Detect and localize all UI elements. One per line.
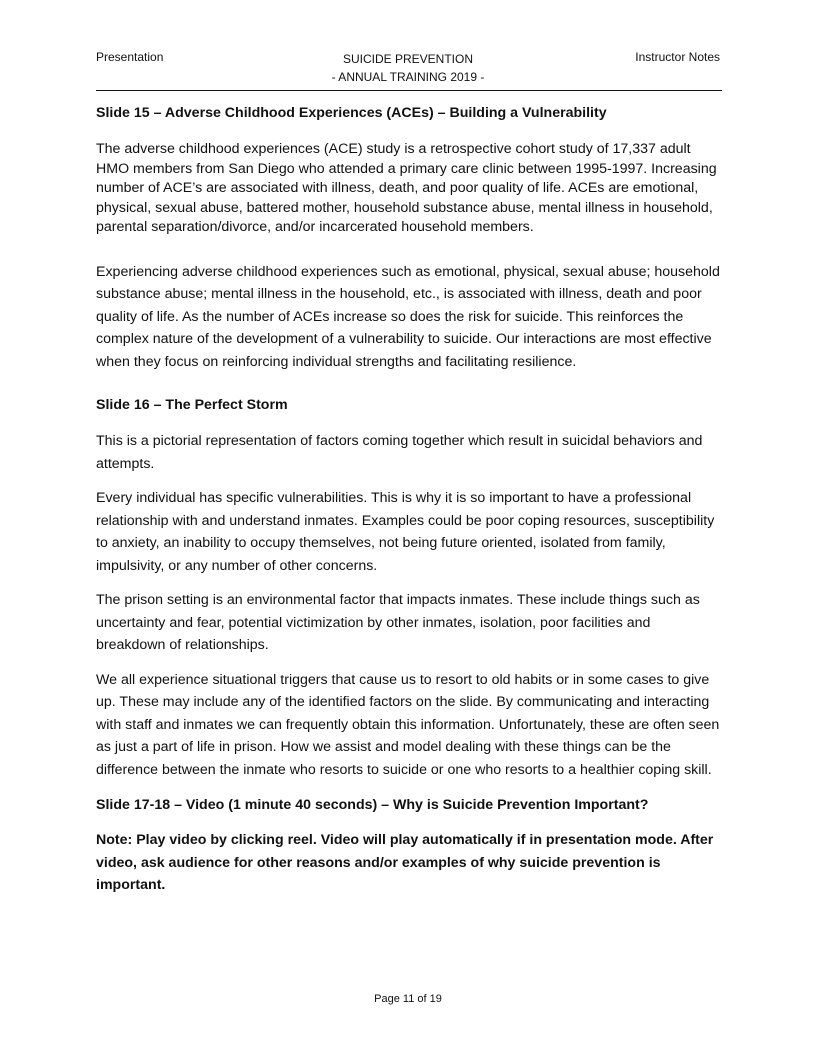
page-header [96,48,720,88]
slide16-paragraph-3: The prison setting is an environmental factor that impacts inmates. These include things such as uncertainty and fear, potential victimization by other inmates, isolation, poor facilities and breakdown of relationships. [96,592,700,653]
header-center [96,50,720,86]
header-rule [96,90,722,91]
header-title: SUICIDE PREVENTION [342,52,474,66]
header-left: Presentation [96,50,164,64]
slide17-18-heading: Slide 17-18 – Video (1 minute 40 seconds) – Why is Suicide Prevention Important? [96,797,649,813]
slide15-paragraph-1: The adverse childhood experiences (ACE) study is a retrospective cohort study of 17,337 adult HMO members from San Diego who attended a primary care clinic between 1995-1997. Increasing number of ACE’s are associated with illness, death, and poor quality of life. ACEs are emotional, physical, sexual abuse, battered mother, household substance abuse, mental illness in household, parental separation/divorce, and/or incarcerated household members. [96,141,717,235]
header-right: Instructor Notes [635,50,720,64]
slide17-18-note: Note: Play video by clicking reel. Video will play automatically if in presentation mode. After video, ask audience for other reasons and/or examples of why suicide prevention is important. [96,832,714,893]
slide15-paragraph-2: Experiencing adverse childhood experiences such as emotional, physical, sexual abuse; household substance abuse; mental illness in the household, etc., is associated with illness, death and poor quality of life. As the number of ACEs increase so does the risk for suicide. This reinforces the complex nature of the development of a vulnerability to suicide. Our interactions are most effective when they focus on reinforcing individual strengths and facilitating resilience. [96,263,720,370]
slide16-paragraph-1: This is a pictorial representation of factors coming together which result in suicidal behaviors and attempts. [96,433,703,472]
document-body [96,100,722,897]
header-subtitle: - ANNUAL TRAINING 2019 - [331,70,485,84]
slide15-heading: Slide 15 – Adverse Childhood Experiences (ACEs) – Building a Vulnerability [96,105,607,121]
page-number: Page 11 of 19 [374,993,442,1005]
slide16-heading: Slide 16 – The Perfect Storm [96,397,288,413]
slide16-paragraph-2: Every individual has specific vulnerabilities. This is why it is so important to have a professional relationship with and understand inmates. Examples could be poor coping resources, susceptibility to anxiety, an inability to occupy themselves, not being future oriented, isolated from family, impulsivity, or any number of other concerns. [96,490,715,574]
slide16-paragraph-4: We all experience situational triggers that cause us to resort to old habits or in some cases to give up. These may include any of the identified factors on the slide. By communicating and interacting with staff and inmates we can frequently obtain this information. Unfortunately, these are often seen as just a part of life in prison. How we assist and model dealing with these things can be the difference between the inmate who resorts to suicide or one who resorts to a healthier coping skill. [96,671,720,778]
